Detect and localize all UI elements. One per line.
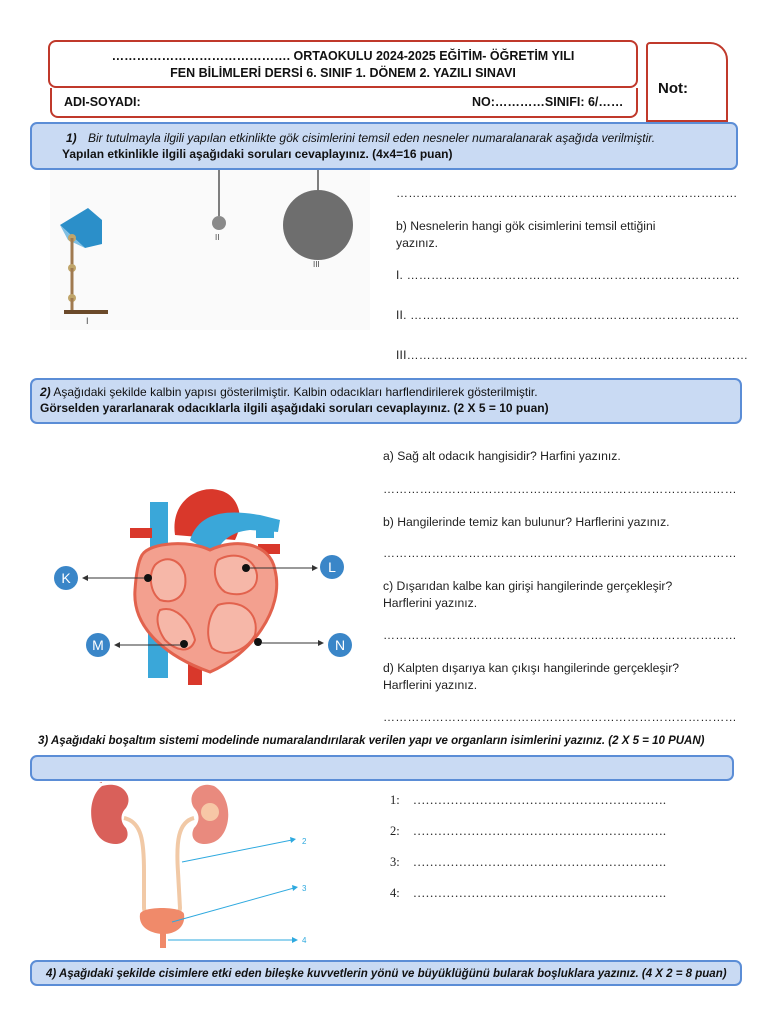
question-3-bar <box>30 755 734 781</box>
q1-part-b: b) Nesnelerin hangi gök cisimlerini temsil ettiğini yazınız. <box>396 219 656 250</box>
object-label-1: I <box>86 316 89 326</box>
q2-question-b: b) Hangilerinde temiz kan bulunur? Harflerini yazınız. <box>383 515 670 529</box>
pointer-label-4: 4 <box>302 936 307 945</box>
question-2-instruction: Görselden yararlanarak odacıklarla ilgili aşağıdaki soruları cevaplayınız. (2 X 5 = 10 puan) <box>40 401 549 415</box>
question-4-text: 4) Aşağıdaki şekilde cisimlere etki eden bileşke kuvvetlerin yönü ve büyüklüğünü bularak boşluklara yazınız. (4 X 2 = 8 puan) <box>46 968 727 980</box>
q3-answer-line-1[interactable]: ……………………………………………………. <box>412 793 666 807</box>
label-k: K <box>61 570 71 586</box>
q3-answer-line-3[interactable]: ……………………………………………………. <box>412 855 666 869</box>
q3-answer-num-2: 2: <box>390 824 400 838</box>
q3-answer-row-1[interactable] <box>390 793 666 808</box>
q1-answer-2[interactable]: II. ……………………………………………………………………… <box>396 308 740 322</box>
question-3-text: 3) Aşağıdaki boşaltım sistemi modelinde numaralandırılarak verilen yapı ve organların isimlerini yazınız. (2 X 5 = 10 PUAN) <box>38 735 705 747</box>
exam-title-line2: FEN BİLİMLERİ DERSİ 6. SINIF 1. DÖNEM 2. YAZILI SINAVI <box>170 66 516 80</box>
right-ureter <box>172 818 194 914</box>
kidney-inner <box>201 803 219 821</box>
arrowhead-k <box>82 575 88 581</box>
pointer-label-3: 3 <box>302 884 307 893</box>
question-2-intro: Aşağıdaki şekilde kalbin yapısı gösterilmiştir. Kalbin odacıkları harflendirilerek gösterilmiştir. <box>53 385 538 399</box>
question-1-instruction: Yapılan etkinlikle ilgili aşağıdaki soruları cevaplayınız. (4x4=16 puan) <box>62 147 453 161</box>
pointer-label-2: 2 <box>302 837 307 846</box>
exam-title-line1: ……………………………………. ORTAOKULU 2024-2025 EĞİTİM- ÖĞRETİM YILI <box>111 49 575 63</box>
left-atrium <box>215 556 257 595</box>
q2-question-c: c) Dışarıdan kalbe kan girişi hangilerinde gerçekleşir? Harflerini yazınız. <box>383 579 673 610</box>
q2-answer-a[interactable]: …………………………………………………………………………… <box>383 482 737 496</box>
large-ball-icon <box>283 190 353 260</box>
arrowhead-m <box>114 642 120 648</box>
q3-answer-row-3[interactable] <box>390 855 666 870</box>
pointer-2 <box>182 840 292 862</box>
number-class-label: NO:…………SINIFI: 6/…… <box>472 95 624 109</box>
right-atrium <box>151 559 186 601</box>
heart-diagram <box>50 480 360 695</box>
point-n <box>254 638 262 646</box>
q3-answer-row-4[interactable] <box>390 886 666 901</box>
question-1-number: 1) <box>66 131 77 145</box>
point-k <box>144 574 152 582</box>
urethra <box>160 932 166 948</box>
small-ball-icon <box>212 216 226 230</box>
q3-answer-num-4: 4: <box>390 886 400 900</box>
q1-answer-3[interactable]: III………………………………………………………………………… <box>396 348 749 362</box>
pointer-3-head <box>292 885 298 891</box>
label-l: L <box>328 559 336 575</box>
bladder <box>140 908 184 934</box>
q3-answer-num-3: 3: <box>390 855 400 869</box>
question-2-number: 2) <box>40 385 51 399</box>
pointer-4-head <box>292 937 298 943</box>
name-label: ADI-SOYADI: <box>64 95 141 109</box>
question-1-intro: Bir tutulmayla ilgili yapılan etkinlikte gök cisimlerini temsil eden nesneler numaralanarak aşağıda verilmiştir. <box>88 131 656 145</box>
q2-question-a: a) Sağ alt odacık hangisidir? Harfini yazınız. <box>383 449 621 463</box>
point-l <box>242 564 250 572</box>
student-info-box <box>50 88 638 118</box>
vein-left <box>130 528 152 538</box>
object-label-3: III <box>313 260 320 269</box>
question-2-bar <box>30 378 742 424</box>
q3-answer-num-1: 1: <box>390 793 400 807</box>
arrowhead-l <box>312 565 318 571</box>
left-ureter <box>124 818 152 914</box>
object-label-2: II <box>215 233 220 242</box>
q2-question-d: d) Kalpten dışarıya kan çıkışı hangilerinde gerçekleşir? Harflerini yazınız. <box>383 661 680 692</box>
arrowhead-n <box>318 640 324 646</box>
q1-answer-line-a[interactable]: ………………………………………………………………………… <box>396 186 738 200</box>
exam-title-box <box>48 40 638 88</box>
excretory-system-diagram <box>82 782 312 950</box>
pointer-3 <box>172 888 294 922</box>
label-n: N <box>334 637 346 653</box>
left-kidney <box>91 785 128 844</box>
eclipse-activity-figure <box>50 170 370 330</box>
q3-answer-line-2[interactable]: ……………………………………………………. <box>412 824 666 838</box>
q2-answer-b[interactable]: …………………………………………………………………………… <box>383 546 737 560</box>
question-1-bar <box>30 122 738 170</box>
point-m <box>180 640 188 648</box>
q1-answer-1[interactable]: I. ………………………………………………………………………. <box>396 268 740 282</box>
grade-label: Not: <box>658 80 688 97</box>
q3-answer-line-4[interactable]: ……………………………………………………. <box>412 886 666 900</box>
q3-answer-row-2[interactable] <box>390 824 666 839</box>
question-4-bar <box>30 960 742 986</box>
q2-answer-d[interactable]: …………………………………………………………………………… <box>383 710 737 724</box>
grade-box <box>646 42 728 122</box>
q2-answer-c[interactable]: …………………………………………………………………………… <box>383 628 737 642</box>
pulmonary-branch <box>256 528 274 538</box>
label-m: M <box>92 637 104 653</box>
pointer-2-head <box>290 837 296 843</box>
